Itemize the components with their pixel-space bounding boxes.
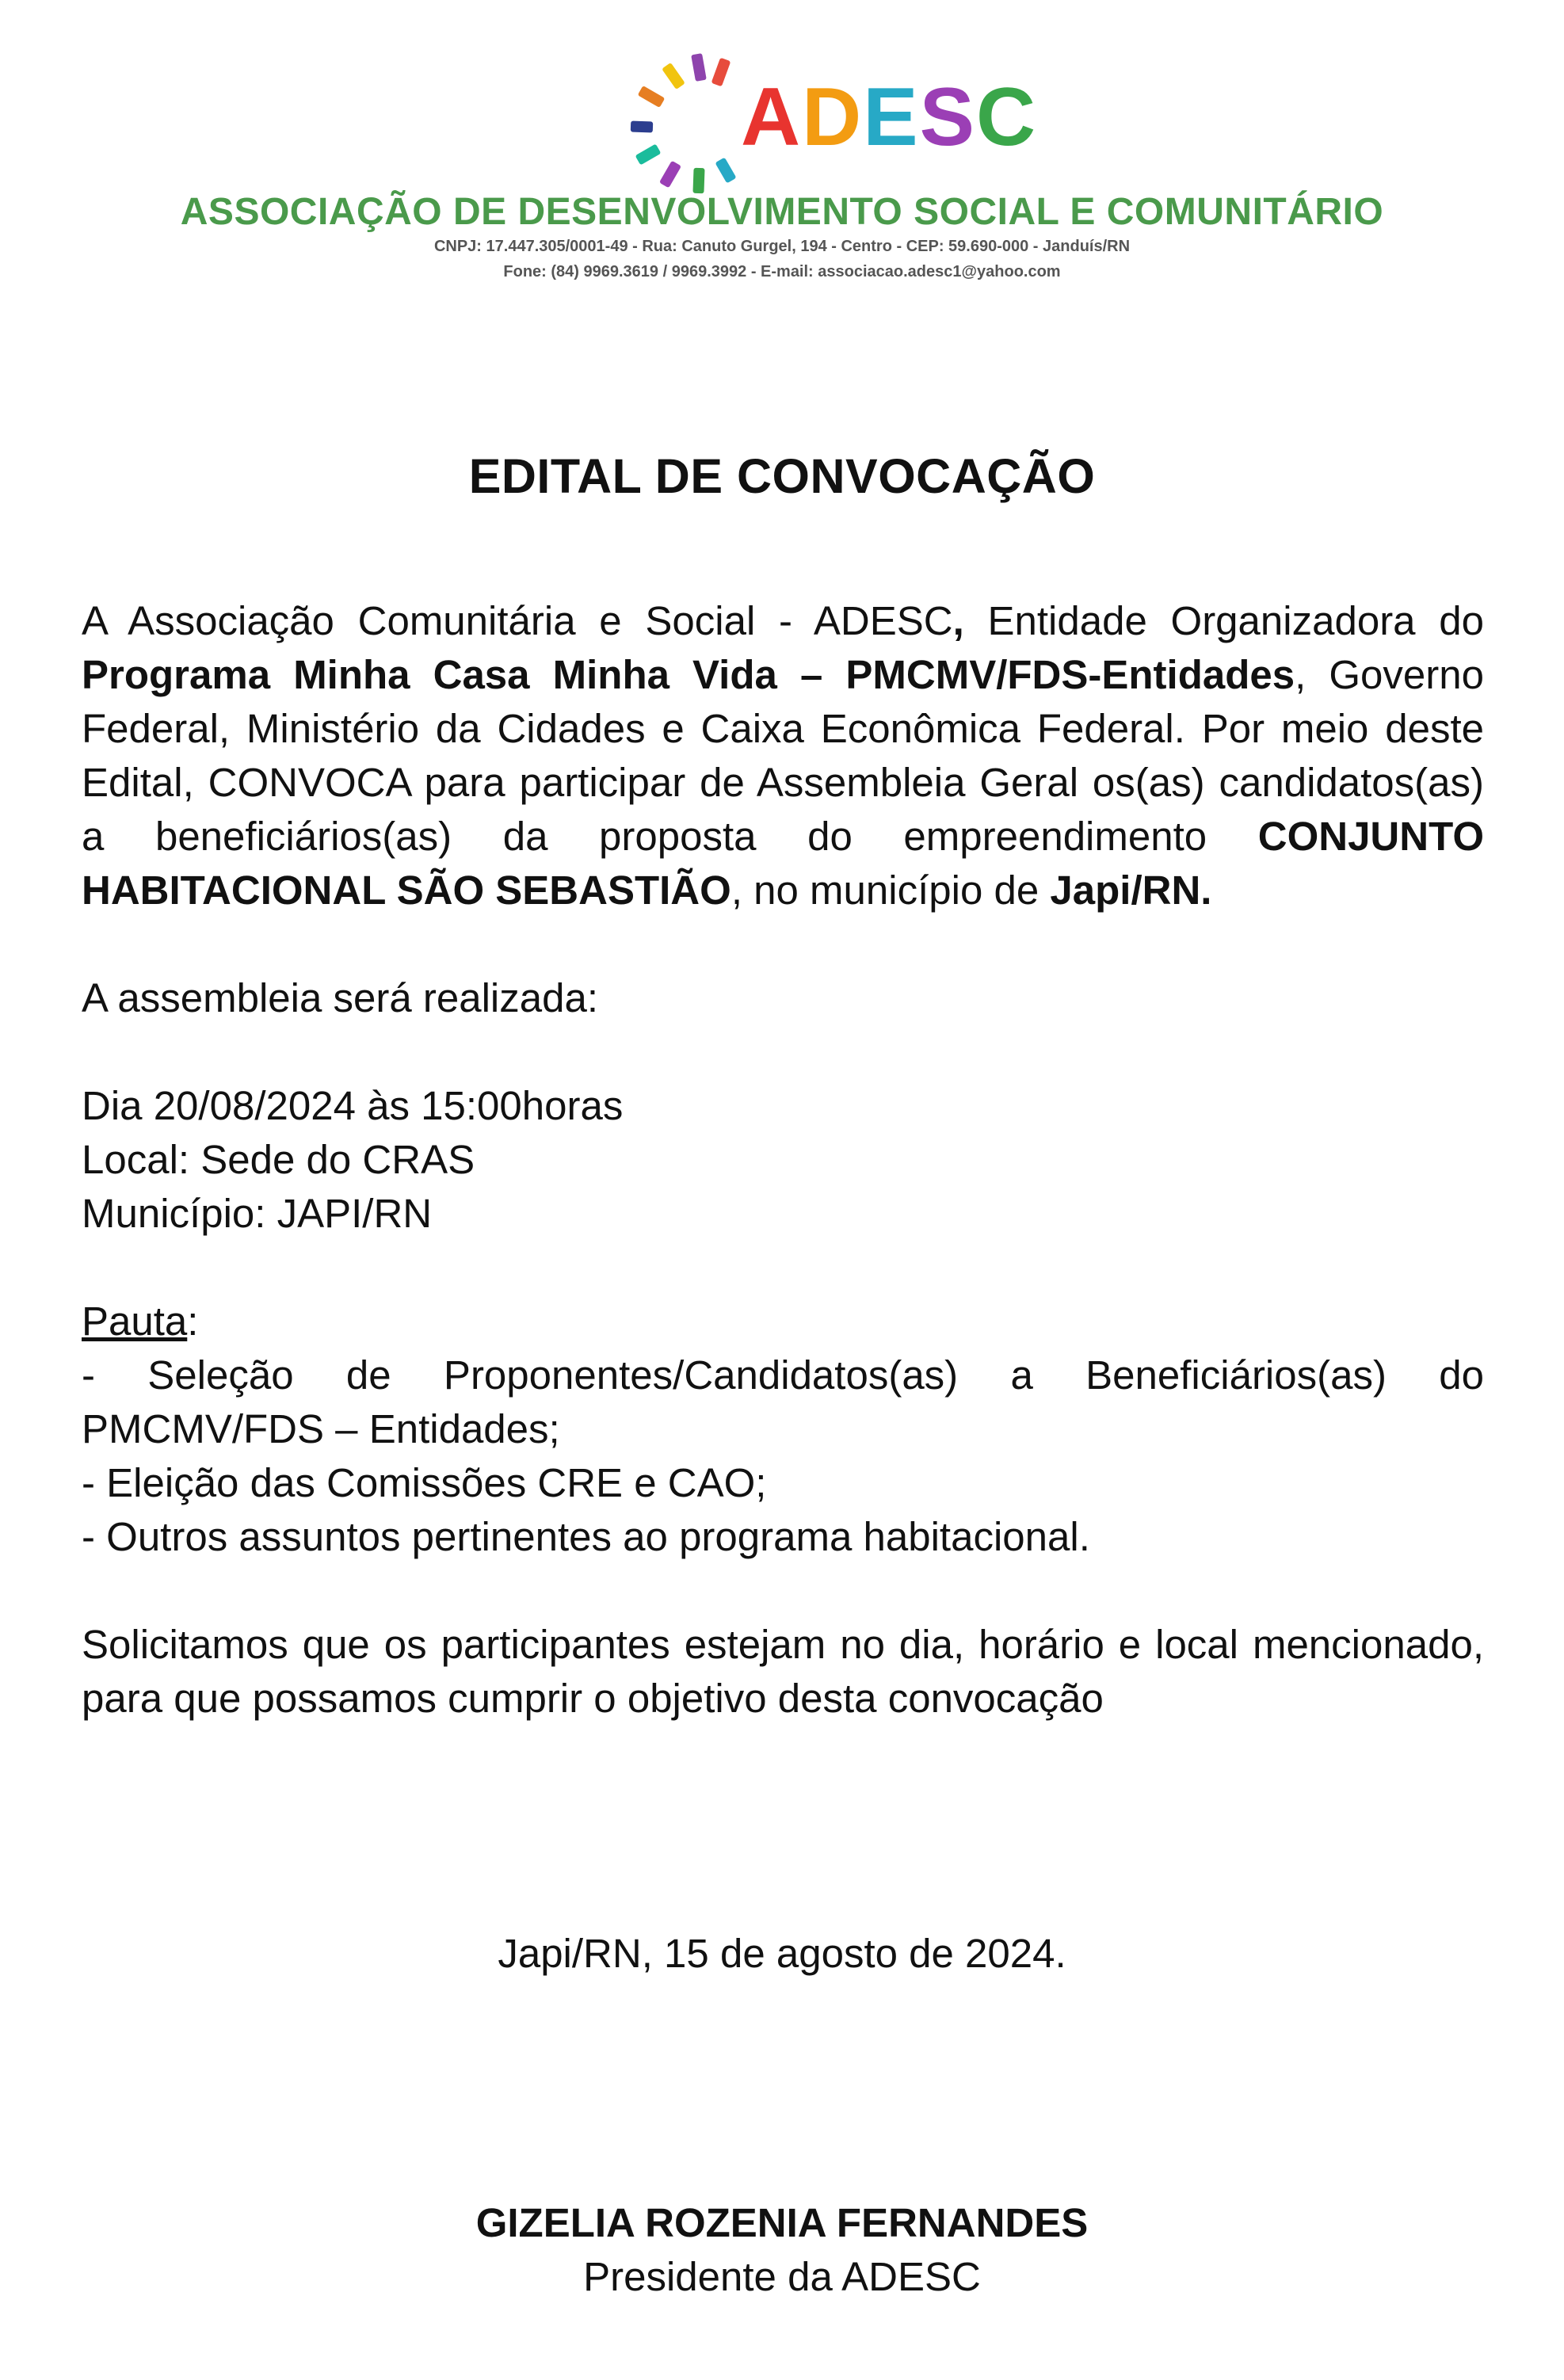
assembly-municipality: Município: JAPI/RN: [82, 1191, 433, 1236]
place-and-date: Japi/RN, 15 de agosto de 2024.: [498, 1931, 1066, 1976]
spacer: [82, 1241, 1484, 1295]
organization-address: CNPJ: 17.447.305/0001-49 - Rua: Canuto Gurgel, 194 - Centro - CEP: 59.690-000 - Janduís/RN: [433, 238, 1131, 255]
closing-paragraph: Solicitamos que os participantes estejam no dia, horário e local mencionado, para que possamos cumprir o objetivo desta convocação: [82, 1622, 1484, 1721]
spacer: [82, 917, 1484, 971]
assembly-location: Local: Sede do CRAS: [82, 1137, 475, 1182]
agenda-label: Pauta: [82, 1299, 188, 1344]
intro-text-3: , Governo Federal, Ministério da Cidades e Caixa Econômica Federal. Por meio deste Edital, CONVOCA para participar de Assembleia Geral os(as) candidatos(as) a beneficiários(as) da proposta do empreendimento: [82, 652, 1484, 859]
logo-letter: D: [802, 71, 864, 163]
logo-wordmark: [741, 71, 1038, 163]
logo-text: [741, 71, 1038, 163]
signer-role: Presidente da ADESC: [583, 2254, 981, 2299]
spacer: [82, 1564, 1484, 1618]
agenda-item: - Seleção de Proponentes/Candidatos(as) a Beneficiários(as) do PMCMV/FDS – Entidades;: [82, 1352, 1484, 1451]
intro-comma: ,: [952, 598, 964, 643]
agenda-item: - Outros assuntos pertinentes ao programa habitacional.: [82, 1514, 1090, 1559]
organization-phone-email: Fone: (84) 9969.3619 / 9969.3992 - E-mail: associacao.adesc1@yahoo.com: [503, 263, 1061, 280]
logo-letter: S: [919, 71, 976, 163]
agenda-item: - Eleição das Comissões CRE e CAO;: [82, 1460, 767, 1505]
spacer: [82, 1025, 1484, 1079]
document-title: EDITAL DE CONVOCAÇÃO: [468, 449, 1096, 503]
document-body: [82, 594, 1484, 1726]
intro-text-1: A Associação Comunitária e Social - ADESC: [82, 598, 953, 643]
intro-text-4: , no município de: [731, 868, 1051, 913]
letterhead: [0, 48, 1564, 301]
program-name: Programa Minha Casa Minha Vida – PMCMV/FDS-Entidades: [82, 652, 1295, 697]
intro-text-2: Entidade Organizadora do: [963, 598, 1484, 643]
logo-letter: A: [741, 71, 803, 163]
agenda-colon: :: [187, 1299, 199, 1344]
signer-name: GIZELIA ROZENIA FERNANDES: [475, 2200, 1089, 2245]
signature-block: [0, 2196, 1564, 2304]
logo-letter: C: [975, 71, 1038, 163]
municipality-name: Japi/RN.: [1050, 868, 1212, 913]
assembly-date: Dia 20/08/2024 às 15:00horas: [82, 1083, 624, 1128]
assembly-intro: A assembleia será realizada:: [82, 975, 599, 1020]
intro-paragraph: [82, 594, 1484, 917]
organization-name: ASSOCIAÇÃO DE DESENVOLVIMENTO SOCIAL E COMUNITÁRIO: [180, 191, 1384, 233]
agenda-heading: [82, 1295, 1484, 1348]
logo-letter: E: [863, 71, 920, 163]
project-name: CONJUNTO HABITACIONAL SÃO SEBASTIÃO: [82, 814, 1484, 913]
